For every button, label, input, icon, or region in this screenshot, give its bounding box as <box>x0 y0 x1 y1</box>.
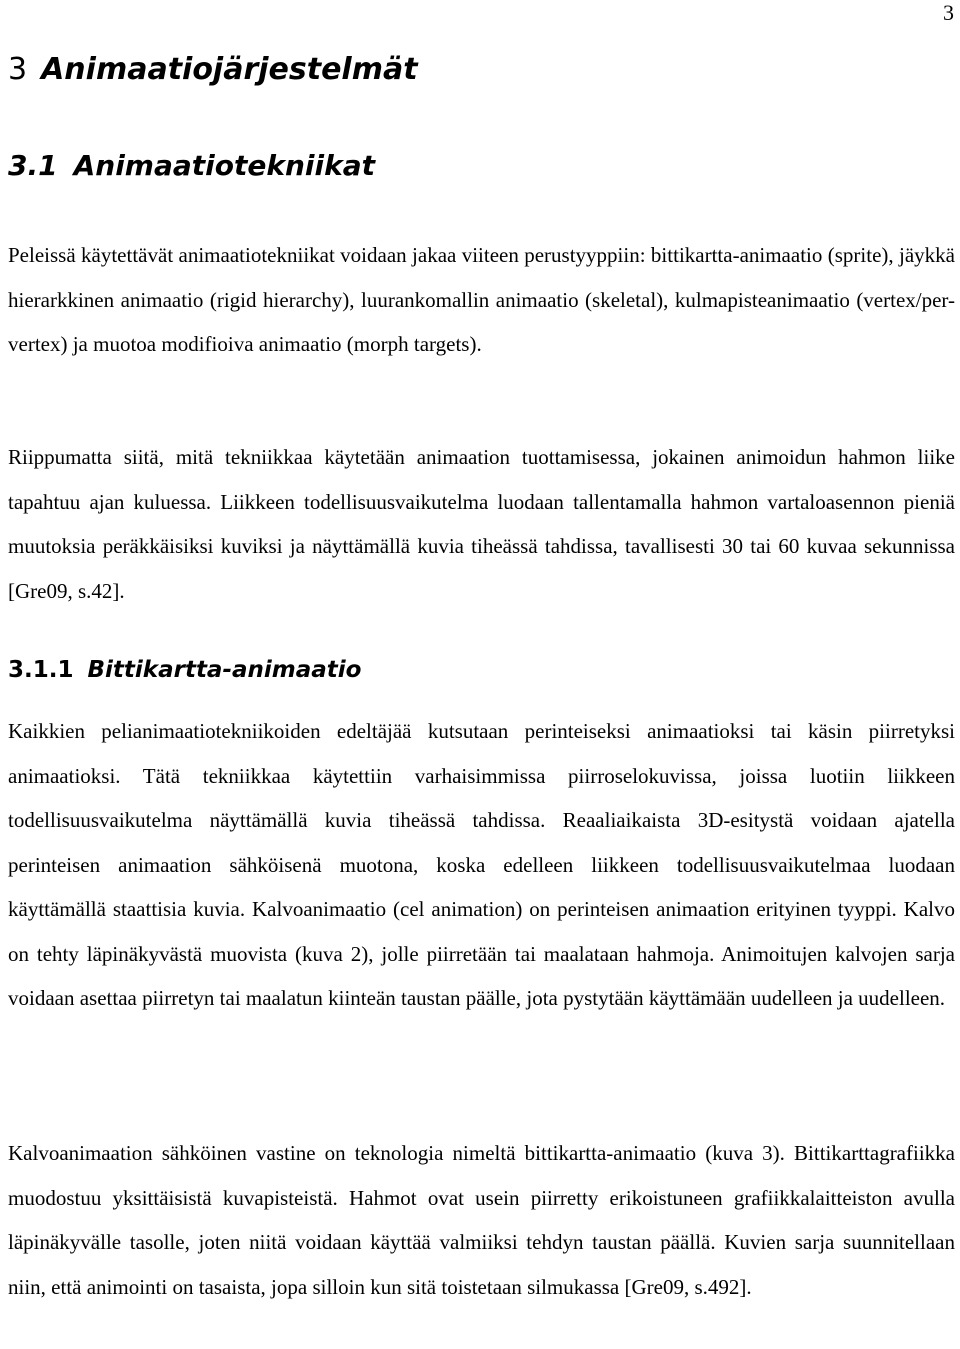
paragraph-bitmap-animation: Kalvoanimaation sähköinen vastine on teknologia nimeltä bittikartta-animaatio (kuva 3). Bittikarttagrafiikka muodostuu yksittäisistä kuvapisteistä. Hahmot ovat usein piirretty erikoistuneen grafiikkalaitteiston avulla läpinäkyvälle tasolle, joten niitä voidaan käyttää valmiiksi tehdyn taustan päällä. Kuvien sarja suunnitellaan niin, että animointi on tasaista, jopa silloin kun sitä toistetaan silmukassa [Gre09, s.492]. <box>8 1141 955 1299</box>
section-number: 3.1 <box>8 149 58 182</box>
page-number: 3 <box>943 0 954 25</box>
section-heading <box>8 146 375 186</box>
chapter-number: 3 <box>8 52 28 87</box>
chapter-heading <box>8 48 418 92</box>
paragraph-motion: Riippumatta siitä, mitä tekniikkaa käytetään animaation tuottamisessa, jokainen animoidun hahmon liike tapahtuu ajan kuluessa. Liikkeen todellisuusvaikutelma luodaan tallentamalla hahmon vartaloasennon pieniä muutoksia peräkkäisiksi kuviksi ja näyttämällä kuvia tiheässä tahdissa, tavallisesti 30 tai 60 kuvaa sekunnissa [Gre09, s.42]. <box>8 445 955 603</box>
section-title: Animaatiotekniikat <box>73 149 376 182</box>
subsection-title: Bittikartta-animaatio <box>87 657 362 683</box>
chapter-title: Animaatiojärjestelmät <box>41 52 418 87</box>
subsection-number: 3.1.1 <box>8 657 74 683</box>
paragraph-traditional-animation: Kaikkien pelianimaatiotekniikoiden edeltäjää kutsutaan perinteiseksi animaatioksi tai käsin piirretyksi animaatioksi. Tätä tekniikkaa käytettiin varhaisimmissa piirroselokuvissa, joissa luotiin liikkeen todellisuusvaikutelma näyttämällä kuvia tiheässä tahdissa. Reaaliaikaista 3D-esitystä voidaan ajatella perinteisen animaation sähköisenä muotona, koska edelleen liikkeen todellisuusvaikutelmaa luodaan käyttämällä staattisia kuvia. Kalvoanimaatio (cel animation) on perinteisen animaation erityinen tyyppi. Kalvo on tehty läpinäkyvästä muovista (kuva 2), jolle piirretään tai maalataan hahmoja. Animoitujen kalvojen sarja voidaan asettaa piirretyn tai maalatun kiinteän taustan päälle, jota pystytään käyttämään uudelleen ja uudelleen. <box>8 719 955 1010</box>
subsection-heading <box>8 652 361 688</box>
paragraph-intro: Peleissä käytettävät animaatiotekniikat voidaan jakaa viiteen perustyyppiin: bittikartta-animaatio (sprite), jäykkä hierarkkinen animaatio (rigid hierarchy), luurankomallin animaatio (skeletal), kulmapisteanimaatio (vertex/per-vertex) ja muotoa modifioiva animaatio (morph targets). <box>8 243 955 356</box>
